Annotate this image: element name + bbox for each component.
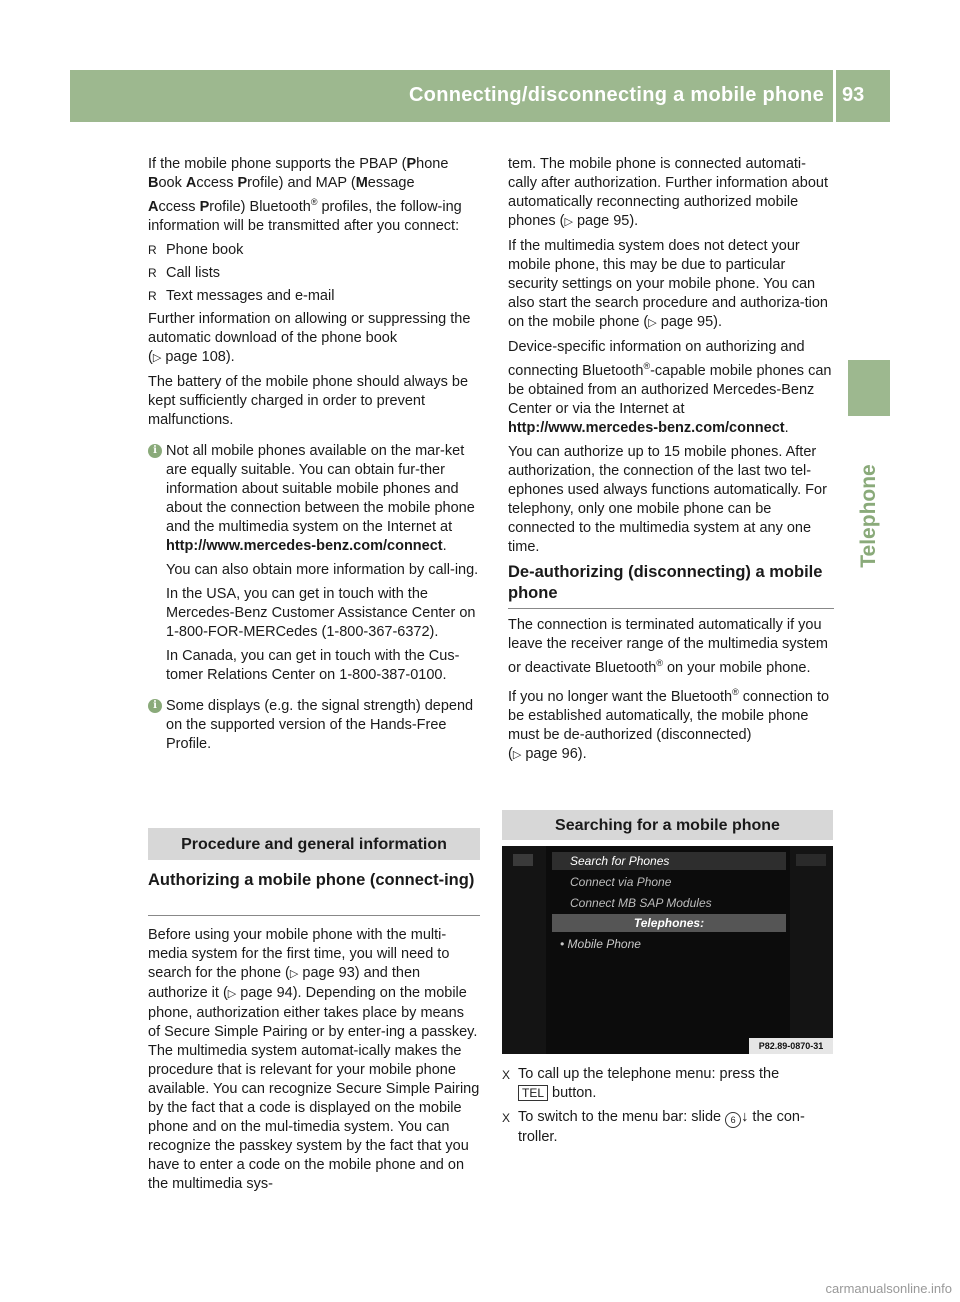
- text: -capable mobile phones can be obtained from an authorized Mercedes-Benz Center or via the Internet at: [508, 362, 832, 417]
- list-item-label: Call lists: [166, 264, 220, 281]
- text: tem. The mobile phone is connected automati-cally after authorization. Further information about automatically reconnecting authorized mobile phones (: [508, 156, 828, 229]
- side-tab-label: Telephone: [857, 464, 880, 568]
- divider: [148, 915, 480, 916]
- info-note: [148, 442, 480, 685]
- text: the con-troller.: [518, 1109, 805, 1145]
- page-reference: page 108).: [165, 348, 235, 365]
- text: Before using your mobile phone with the multi-media system for the first time, you will need to search for the phone (: [148, 927, 450, 981]
- page-number: 93: [842, 84, 865, 106]
- paragraph: [148, 926, 480, 1194]
- paragraph: [508, 338, 834, 438]
- info-text: In Canada, you can get in touch with the Cus-tomer Relations Center on 1-800-387-0100.: [166, 647, 460, 683]
- info-note: [148, 697, 480, 754]
- phone-menu: [552, 850, 786, 1040]
- page-ref-arrow-icon: ▷: [289, 968, 299, 980]
- page-ref-arrow-icon: ▷: [512, 748, 522, 761]
- section-title: Procedure and general information: [181, 836, 447, 853]
- text: Not all mobile phones available on the mar-ket are equally suitable. You can obtain fur-ther information about suitable mobile phones and about the connection between the mobile phone and the multimedia system on the Internet at: [166, 442, 475, 535]
- info-text: In the USA, you can get in touch with the Mercedes-Benz Customer Assistance Center on 1-800-FOR-MERCedes (1-800-367-6372).: [166, 585, 476, 640]
- menu-item-connect-via-phone[interactable]: Connect via Phone: [570, 875, 672, 889]
- authorizing-text: [148, 926, 480, 1199]
- info-text: Some displays (e.g. the signal strength) depend on the supported version of the Hands-Free Profile.: [166, 697, 474, 752]
- text-bold: P: [199, 198, 210, 215]
- text-bold: A: [185, 175, 197, 191]
- text: .: [442, 537, 447, 554]
- text: If you no longer want the Bluetooth: [508, 688, 733, 705]
- menu-item-connect-sap-modules[interactable]: Connect MB SAP Modules: [570, 896, 712, 910]
- page-reference: page 93) and then authorize it (: [148, 965, 421, 1001]
- text: rofile) and MAP (: [247, 175, 356, 191]
- text: ook: [158, 175, 186, 191]
- text: hone: [416, 156, 449, 172]
- registered-mark: ®: [310, 197, 318, 207]
- text-bold: P: [237, 175, 248, 191]
- menu-icon: [513, 854, 533, 866]
- section-heading-bar: [148, 828, 480, 860]
- paragraph: If you no longer want the Bluetooth® connection to be established automatically, the mobile phone must be de-authorized (disconnected) (▷ page 96).: [508, 686, 830, 762]
- section-heading-bar: [502, 810, 833, 840]
- download-paragraph: Further information on allowing or suppressing the automatic download of the phone book (▷ page 108).: [148, 310, 471, 365]
- subheading: De-authorizing (disconnecting) a mobile phone: [508, 563, 823, 602]
- step-arrow-icon: X: [502, 1068, 511, 1082]
- side-tab: [848, 426, 890, 606]
- subheading: Authorizing a mobile phone (connect-ing): [148, 871, 475, 889]
- paragraph: [508, 155, 834, 232]
- paragraph: [508, 616, 834, 678]
- divider: [508, 608, 834, 609]
- text: If the multimedia system does not detect your mobile phone, this may be due to particular security settings on your mobile phone. You can also start the search procedure and authoriza-tion on the mobile phone (: [508, 238, 828, 330]
- text: Device-specific information on authorizing and connecting Bluetooth: [508, 339, 805, 379]
- page-ref-arrow-icon: ▷: [152, 351, 162, 364]
- transmitted-info-list: [148, 241, 480, 306]
- controller-icon: 6: [725, 1112, 741, 1128]
- screen-left-panel: [502, 846, 546, 1054]
- deauthorizing-text: [508, 616, 834, 770]
- tel-button-icon: TEL: [518, 1085, 548, 1101]
- text: essage: [367, 175, 415, 191]
- chapter-title: Connecting/disconnecting a mobile phone: [408, 84, 824, 106]
- bullet-icon: R: [148, 288, 157, 303]
- text: ccess: [158, 198, 200, 215]
- page-reference: page 94). Depending on the mobile phone, authorization either takes place by means of Secure Simple Pairing or by enter-ing a passkey. The multimedia system automat-ically makes the procedure that is relevant for your mobile phone available. You can recognize Secure Simple Pairing by the fact that a code is displayed on the mobile phone and on the mul-timedia system. You can recognize the passkey system by the fact that you have to enter a code on the mobile phone and on the multimedia sys-: [148, 985, 480, 1192]
- screen-right-panel: [790, 846, 833, 1054]
- screen-status-block: [796, 854, 826, 866]
- bullet-icon: R: [148, 242, 157, 257]
- info-icon: i: [148, 699, 162, 713]
- text: connection to be established automatically, the mobile phone must be de-authorized (disconnected): [508, 688, 830, 743]
- watermark: carmanualsonline.info: [825, 1281, 952, 1296]
- paragraph: You can authorize up to 15 mobile phones. After authorization, the connection of the last two tel-ephones used always functions automatically. For telephony, only one mobile phone can be connected to the multimedia system at any one time.: [508, 443, 827, 555]
- text: To switch to the menu bar: slide: [518, 1109, 722, 1125]
- page-reference: page 95).: [576, 213, 639, 229]
- registered-mark: ®: [643, 361, 651, 371]
- text: To call up the telephone menu: press the: [518, 1066, 780, 1082]
- text: If the mobile phone supports the PBAP (: [148, 156, 407, 172]
- page-reference: page 96).: [525, 745, 587, 762]
- list-item-mobile-phone[interactable]: • Mobile Phone: [560, 937, 641, 951]
- text: button.: [552, 1085, 597, 1101]
- text: Further information on allowing or suppressing the automatic download of the phone book: [148, 310, 471, 346]
- text: ccess: [196, 175, 238, 191]
- multimedia-screenshot: [502, 846, 833, 1054]
- info-text: [166, 442, 480, 556]
- paragraph: [508, 237, 834, 333]
- text: .: [784, 419, 789, 436]
- text-bold: A: [148, 198, 159, 215]
- text: on your mobile phone.: [662, 659, 811, 676]
- step-item: [502, 1108, 834, 1147]
- page-ref-arrow-icon: ▷: [564, 216, 573, 228]
- right-column: [508, 155, 834, 562]
- page-ref-arrow-icon: ▷: [648, 317, 657, 329]
- telephones-header: Telephones:: [552, 914, 786, 932]
- steps: [502, 1065, 834, 1152]
- page-reference: page 95).: [660, 314, 723, 330]
- side-tab-marker: [848, 360, 890, 416]
- slide-down-icon: ↓: [741, 1109, 749, 1125]
- list-item: [148, 241, 480, 260]
- text-bold: B: [148, 175, 159, 191]
- battery-paragraph: The battery of the mobile phone should always be kept sufficiently charged in order to prevent malfunctions.: [148, 373, 469, 428]
- registered-mark: ®: [732, 686, 739, 697]
- url-link[interactable]: http://www.mercedes-benz.com/connect: [508, 419, 785, 436]
- menu-item-search-for-phones[interactable]: Search for Phones: [552, 852, 786, 870]
- step-item: [502, 1065, 834, 1103]
- list-item: [148, 287, 480, 306]
- left-column: [148, 155, 480, 759]
- text-bold: M: [355, 175, 368, 191]
- page-ref-arrow-icon: ▷: [227, 988, 237, 1000]
- registered-mark: ®: [656, 658, 663, 668]
- text-bold: P: [406, 156, 417, 172]
- header-divider: [833, 70, 836, 122]
- list-item-label: Phone book: [166, 241, 244, 258]
- step-arrow-icon: X: [502, 1111, 511, 1125]
- list-item: [148, 264, 480, 283]
- list-item-label: Text messages and e-mail: [166, 287, 335, 304]
- text: The connection is terminated automatically if you leave the receiver range of the multimedia system or deactivate Bluetooth: [508, 617, 828, 676]
- text: profiles, the follow-ing information will be transmitted after you connect:: [148, 198, 462, 234]
- page-header: [70, 70, 890, 122]
- info-text: You can also obtain more information by call-ing.: [166, 561, 479, 578]
- info-icon: i: [148, 444, 162, 458]
- intro-paragraph: [148, 155, 480, 236]
- bullet-icon: R: [148, 265, 157, 280]
- image-code: P82.89-0870-31: [749, 1038, 833, 1054]
- url-link[interactable]: http://www.mercedes-benz.com/connect: [166, 537, 443, 554]
- text: rofile) Bluetooth: [209, 198, 311, 215]
- section-title: Searching for a mobile phone: [555, 817, 780, 834]
